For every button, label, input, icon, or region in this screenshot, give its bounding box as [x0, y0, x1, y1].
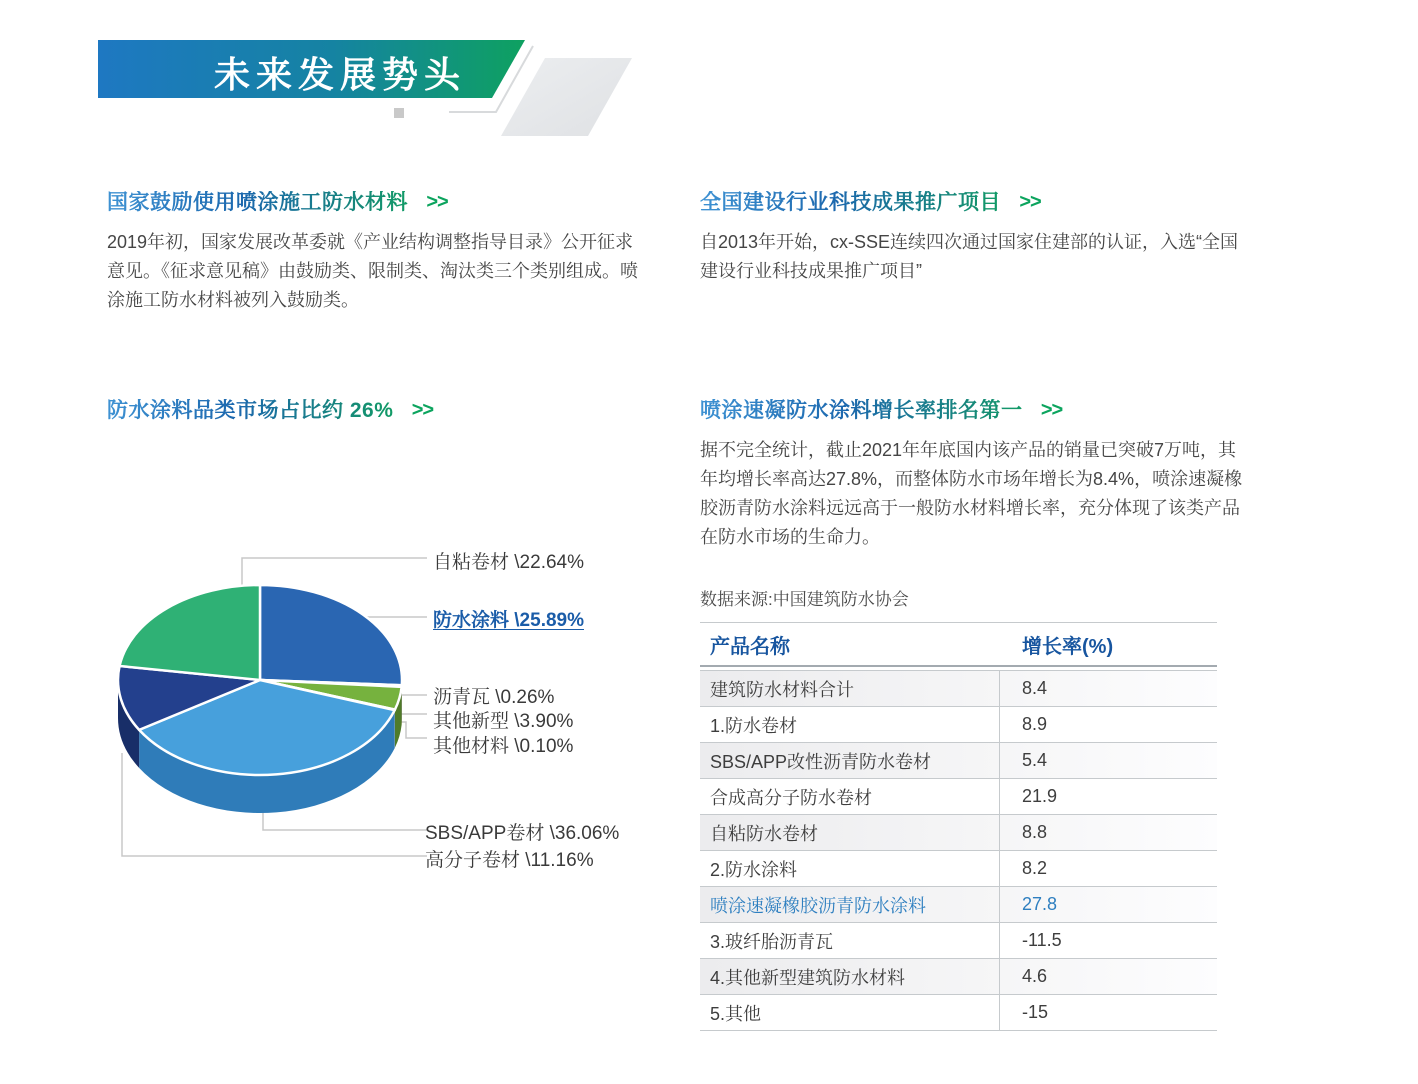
- section-heading-market-share-text: 防水涂料品类市场占比约 26%: [107, 399, 394, 422]
- table-cell-growth: 4.6: [1022, 966, 1048, 986]
- pie-slice-label: SBS/APP卷材 \36.06%: [425, 823, 620, 844]
- section-body-growth-rank: 据不完全统计，截止2021年年底国内该产品的销量已突破7万吨，其年均增长率高达27.8%，而整体防水市场年增长为8.4%，喷涂速凝橡胶沥青防水涂料远远高于一般防水材料增长率，充分体现了该类产品在防水市场的生命力。: [700, 440, 1243, 547]
- table-cell-growth: 8.8: [1022, 822, 1048, 842]
- column-header-product: 产品名称: [710, 635, 790, 658]
- section-heading-policy-text: 国家鼓励使用喷涂施工防水材料: [107, 191, 408, 214]
- table-cell-product: 3.玻纤胎沥青瓦: [700, 923, 1000, 958]
- pie-slice-label: 自粘卷材 \22.64%: [433, 552, 584, 573]
- table-row: [700, 923, 1217, 959]
- growth-table-body: [700, 670, 1217, 1031]
- table-row: [700, 995, 1217, 1031]
- double-arrow-icon: >>: [426, 191, 448, 213]
- table-row: [700, 887, 1217, 923]
- pie-slice-label: 其他材料 \0.10%: [433, 736, 574, 757]
- table-cell-product: 自粘防水卷材: [700, 815, 1000, 850]
- section-heading-policy: [107, 186, 448, 216]
- double-arrow-icon: >>: [1040, 399, 1063, 421]
- section-heading-market-share: [107, 394, 433, 424]
- table-cell-growth: -15: [1022, 1002, 1049, 1022]
- table-cell-product: 2.防水涂料: [700, 851, 1000, 886]
- double-arrow-icon: >>: [411, 399, 434, 421]
- pie-slice-label: 沥青瓦 \0.26%: [433, 687, 555, 708]
- table-cell-product: SBS/APP改性沥青防水卷材: [700, 743, 1000, 778]
- table-cell-product: 4.其他新型建筑防水材料: [700, 959, 1000, 994]
- table-cell-growth: 27.8: [1022, 894, 1058, 914]
- section-heading-growth-rank-text: 喷涂速凝防水涂料增长率排名第一: [700, 399, 1023, 422]
- table-cell-growth: 5.4: [1022, 750, 1048, 770]
- pie-slice-label: 高分子卷材 \11.16%: [425, 850, 594, 871]
- table-cell-growth: 8.9: [1022, 714, 1048, 734]
- table-cell-growth: 8.2: [1022, 858, 1048, 878]
- table-cell-product: 5.其他: [700, 995, 1000, 1030]
- table-row: [700, 743, 1217, 779]
- table-cell-product: 合成高分子防水卷材: [700, 779, 1000, 814]
- table-row: [700, 707, 1217, 743]
- section-body-policy: 2019年初，国家发展改革委就《产业结构调整指导目录》公开征求意见。《征求意见稿》由鼓励类、限制类、淘汰类三个类别组成。喷涂施工防水材料被列入鼓励类。: [107, 232, 638, 310]
- column-header-growth: 增长率(%): [1022, 635, 1114, 658]
- section-heading-promotion-text: 全国建设行业科技成果推广项目: [700, 191, 1001, 214]
- table-cell-growth: 8.4: [1022, 678, 1048, 698]
- section-body-promotion: 自2013年开始，cx-SSE连续四次通过国家住建部的认证，入选“全国建设行业科技成果推广项目”: [700, 232, 1239, 281]
- banner-dot: [394, 108, 404, 118]
- pie-slice-label: 防水涂料 \25.89%: [433, 610, 584, 631]
- table-row: [700, 959, 1217, 995]
- double-arrow-icon: >>: [1019, 191, 1041, 213]
- table-row: [700, 779, 1217, 815]
- data-source: 数据来源:中国建筑防水协会: [700, 590, 909, 609]
- table-row: [700, 851, 1217, 887]
- table-cell-product: 1.防水卷材: [700, 707, 1000, 742]
- growth-table: [700, 622, 1217, 1031]
- growth-table-header: [700, 623, 1217, 667]
- section-heading-growth-rank: [700, 394, 1062, 424]
- pie-slice-label: 其他新型 \3.90%: [433, 711, 574, 732]
- table-cell-growth: -11.5: [1022, 930, 1062, 950]
- table-row: [700, 815, 1217, 851]
- table-cell-product: 建筑防水材料合计: [700, 671, 1000, 706]
- table-cell-growth: 21.9: [1022, 786, 1058, 806]
- table-cell-product: 喷涂速凝橡胶沥青防水涂料: [700, 887, 1000, 922]
- section-heading-promotion: [700, 186, 1041, 216]
- table-row: [700, 671, 1217, 707]
- page-title: 未来发展势头: [213, 54, 466, 95]
